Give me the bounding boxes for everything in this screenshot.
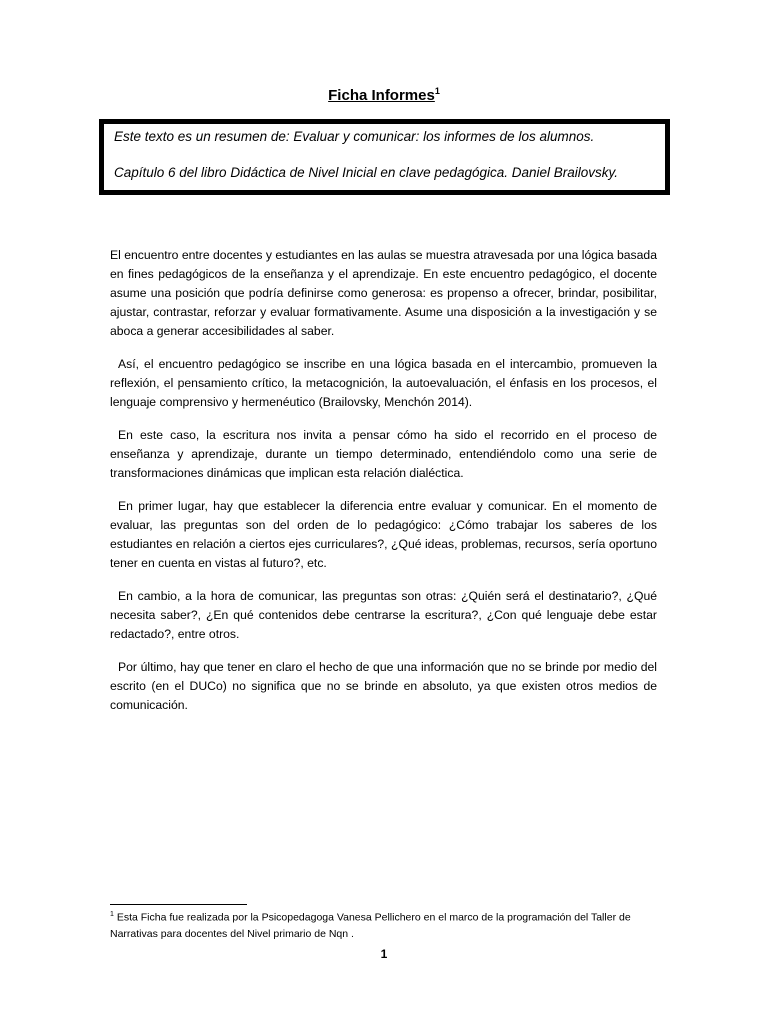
summary-line-2: Capítulo 6 del libro Didáctica de Nivel Inicial en clave pedagógica. Daniel Brailovsky. <box>114 165 619 180</box>
paragraph-1: El encuentro entre docentes y estudiantes en las aulas se muestra atravesada por una lógica basada en fines pedagógicos de la enseñanza y el aprendizaje. En este encuentro pedagógico, el docente asume una posición que podría definirse como generosa: es propenso a ofrecer, brindar, posibilitar, ajustar, contrastar, reforzar y evaluar formativamente. Asume una disposición a la investigación y se aboca a generar accesibilidades al saber. <box>110 248 657 338</box>
footnote-text: Esta Ficha fue realizada por la Psicopedagoga Vanesa Pellichero en el marco de la programación del Taller de Narrativas para docentes del Nivel primario de Nqn . <box>110 911 631 940</box>
paragraph-2: Así, el encuentro pedagógico se inscribe en una lógica basada en el intercambio, promueven la reflexión, el pensamiento crítico, la metacognición, la autoevaluación, el énfasis en los procesos, el lenguaje comprensivo y hermenéutico (Brailovsky, Menchón 2014). <box>110 357 657 409</box>
paragraph-6: Por último, hay que tener en claro el hecho de que una información que no se brinde por medio del escrito (en el DUCo) no significa que no se brinde en absoluto, ya que existen otros medios de comunicación. <box>110 660 657 712</box>
summary-line-1: Este texto es un resumen de: Evaluar y comunicar: los informes de los alumnos. <box>114 129 595 144</box>
paragraph-3: En este caso, la escritura nos invita a pensar cómo ha sido el recorrido en el proceso de enseñanza y aprendizaje, durante un tiempo determinado, entendiéndolo como una serie de transformaciones dinámicas que implican esta relación dialéctica. <box>110 428 657 480</box>
document-title <box>0 87 768 104</box>
page-number: 1 <box>380 947 388 961</box>
title-footnote-mark: 1 <box>434 86 440 96</box>
body-text <box>110 246 657 729</box>
footnote-separator <box>110 904 247 905</box>
footnote <box>110 907 657 942</box>
summary-box <box>99 119 670 195</box>
paragraph-4: En primer lugar, hay que establecer la diferencia entre evaluar y comunicar. En el momento de evaluar, las preguntas son del orden de lo pedagógico: ¿Cómo trabajar los saberes de los estudiantes en relación a ciertos ejes curriculares?, ¿Qué ideas, problemas, recursos, sería oportuno tener en cuenta en vistas al futuro?, etc. <box>110 499 657 570</box>
paragraph-5: En cambio, a la hora de comunicar, las preguntas son otras: ¿Quién será el destinatario?, ¿Qué necesita saber?, ¿En qué contenidos debe centrarse la escritura?, ¿Con qué lenguaje debe estar redactado?, entre otros. <box>110 589 657 641</box>
footnote-mark: 1 <box>110 911 114 918</box>
title-text: Ficha Informes <box>328 87 435 104</box>
